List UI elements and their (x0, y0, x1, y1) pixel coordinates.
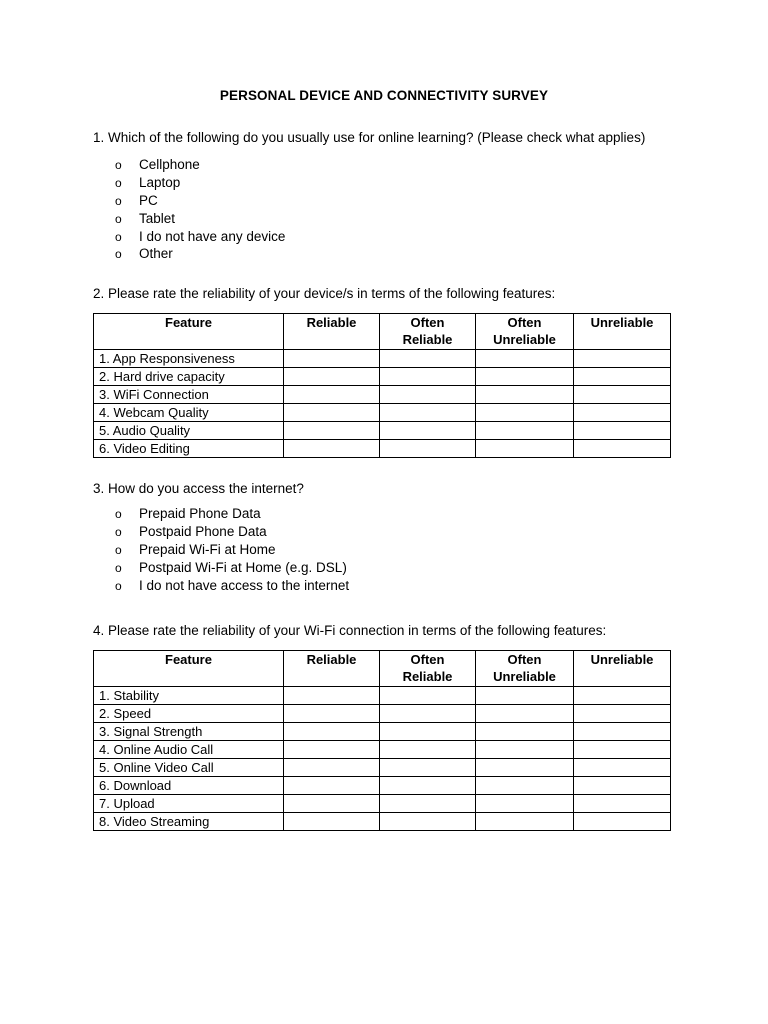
rating-cell-often-unreliable[interactable] (476, 741, 574, 759)
rating-cell-unreliable[interactable] (574, 687, 671, 705)
q1-option-label: Laptop (139, 174, 181, 190)
rating-cell-reliable[interactable] (284, 404, 380, 422)
rating-cell-reliable[interactable] (284, 422, 380, 440)
table-row (94, 368, 671, 386)
feature-cell: 4. Webcam Quality (94, 404, 284, 422)
rating-cell-often-reliable[interactable] (380, 705, 476, 723)
radio-circle-icon: o (115, 175, 122, 190)
feature-cell: 1. App Responsiveness (94, 350, 284, 368)
header-often-unreliable: Often Unreliable (476, 651, 574, 687)
rating-cell-often-unreliable[interactable] (476, 723, 574, 741)
q1-option[interactable] (115, 228, 285, 246)
rating-cell-unreliable[interactable] (574, 723, 671, 741)
rating-cell-reliable[interactable] (284, 723, 380, 741)
q3-option[interactable] (115, 541, 349, 559)
rating-cell-often-unreliable[interactable] (476, 795, 574, 813)
rating-cell-often-reliable[interactable] (380, 759, 476, 777)
q1-option-label: Tablet (139, 210, 176, 226)
rating-cell-often-reliable[interactable] (380, 350, 476, 368)
q3-option[interactable] (115, 523, 349, 541)
table-row (94, 723, 671, 741)
rating-cell-reliable[interactable] (284, 368, 380, 386)
radio-circle-icon: o (115, 211, 122, 226)
device-reliability-table (93, 313, 671, 458)
table-row (94, 386, 671, 404)
radio-circle-icon: o (115, 578, 122, 593)
rating-cell-often-unreliable[interactable] (476, 386, 574, 404)
feature-cell: 2. Hard drive capacity (94, 368, 284, 386)
rating-cell-unreliable[interactable] (574, 777, 671, 795)
q1-option[interactable] (115, 174, 285, 192)
rating-cell-often-reliable[interactable] (380, 440, 476, 458)
rating-cell-often-reliable[interactable] (380, 422, 476, 440)
rating-cell-often-reliable[interactable] (380, 368, 476, 386)
q1-option-label: Cellphone (139, 157, 200, 172)
table-row (94, 440, 671, 458)
feature-cell: 3. WiFi Connection (94, 386, 284, 404)
feature-cell: 2. Speed (94, 705, 284, 723)
rating-cell-reliable[interactable] (284, 777, 380, 795)
rating-cell-unreliable[interactable] (574, 741, 671, 759)
table-row (94, 795, 671, 813)
q3-option-label: Prepaid Wi-Fi at Home (139, 541, 276, 557)
q3-option[interactable] (115, 505, 349, 523)
table-header-row (94, 314, 671, 350)
rating-cell-reliable[interactable] (284, 386, 380, 404)
table-header-row (94, 651, 671, 687)
rating-cell-reliable[interactable] (284, 687, 380, 705)
header-reliable: Reliable (284, 314, 380, 350)
radio-circle-icon: o (115, 560, 122, 575)
survey-title: PERSONAL DEVICE AND CONNECTIVITY SURVEY (219, 88, 549, 103)
feature-cell: 6. Download (94, 777, 284, 795)
table-row (94, 422, 671, 440)
header-often-unreliable: Often Unreliable (476, 314, 574, 350)
q1-option[interactable] (115, 156, 285, 174)
rating-cell-often-reliable[interactable] (380, 777, 476, 795)
rating-cell-often-unreliable[interactable] (476, 705, 574, 723)
radio-circle-icon: o (115, 229, 122, 244)
rating-cell-often-reliable[interactable] (380, 404, 476, 422)
question-2: 2. Please rate the reliability of your device/s in terms of the following features: (93, 286, 556, 301)
q1-option[interactable] (115, 245, 285, 263)
rating-cell-often-reliable[interactable] (380, 687, 476, 705)
table-row (94, 759, 671, 777)
rating-cell-unreliable[interactable] (574, 350, 671, 368)
header-often-reliable: Often Reliable (380, 314, 476, 350)
q1-option[interactable] (115, 192, 285, 210)
rating-cell-often-reliable[interactable] (380, 386, 476, 404)
q3-option-label: Postpaid Phone Data (139, 523, 267, 539)
feature-cell: 1. Stability (94, 687, 284, 705)
rating-cell-unreliable[interactable] (574, 795, 671, 813)
q1-option[interactable] (115, 210, 285, 228)
question-1: 1. Which of the following do you usually use for online learning? (Please check what applies) (93, 130, 646, 145)
q1-options (115, 156, 285, 263)
rating-cell-unreliable[interactable] (574, 404, 671, 422)
feature-cell: 7. Upload (94, 795, 284, 813)
header-unreliable: Unreliable (574, 314, 671, 350)
rating-cell-unreliable[interactable] (574, 705, 671, 723)
table-row (94, 705, 671, 723)
rating-cell-often-unreliable[interactable] (476, 813, 574, 831)
table-row (94, 350, 671, 368)
rating-cell-unreliable[interactable] (574, 386, 671, 404)
q3-option-label: Postpaid Wi-Fi at Home (e.g. DSL) (139, 559, 347, 575)
rating-cell-often-reliable[interactable] (380, 813, 476, 831)
rating-cell-often-reliable[interactable] (380, 795, 476, 813)
feature-cell: 6. Video Editing (94, 440, 284, 458)
q1-option-label: I do not have any device (139, 228, 286, 244)
header-reliable: Reliable (284, 651, 380, 687)
rating-cell-unreliable[interactable] (574, 440, 671, 458)
wifi-reliability-table (93, 650, 671, 831)
q3-option[interactable] (115, 577, 349, 595)
rating-cell-reliable[interactable] (284, 795, 380, 813)
radio-circle-icon: o (115, 507, 122, 521)
rating-cell-reliable[interactable] (284, 759, 380, 777)
header-unreliable: Unreliable (574, 651, 671, 687)
radio-circle-icon: o (115, 524, 122, 539)
radio-circle-icon: o (115, 247, 122, 262)
q3-option[interactable] (115, 559, 349, 577)
feature-cell: 5. Audio Quality (94, 422, 284, 440)
rating-cell-unreliable[interactable] (574, 368, 671, 386)
rating-cell-unreliable[interactable] (574, 422, 671, 440)
rating-cell-often-unreliable[interactable] (476, 422, 574, 440)
header-feature: Feature (94, 651, 284, 687)
rating-cell-often-unreliable[interactable] (476, 777, 574, 795)
radio-circle-icon: o (115, 158, 122, 172)
rating-cell-often-unreliable[interactable] (476, 687, 574, 705)
rating-cell-reliable[interactable] (284, 705, 380, 723)
q1-option-label: PC (139, 192, 158, 208)
q3-options (115, 505, 349, 594)
rating-cell-often-unreliable[interactable] (476, 759, 574, 777)
q3-option-label: I do not have access to the internet (139, 577, 350, 593)
rating-cell-often-unreliable[interactable] (476, 440, 574, 458)
table-row (94, 777, 671, 795)
feature-cell: 5. Online Video Call (94, 759, 284, 777)
question-3: 3. How do you access the internet? (93, 481, 304, 496)
rating-cell-reliable[interactable] (284, 813, 380, 831)
rating-cell-reliable[interactable] (284, 440, 380, 458)
feature-cell: 3. Signal Strength (94, 723, 284, 741)
table-row (94, 404, 671, 422)
radio-circle-icon: o (115, 542, 122, 557)
rating-cell-often-unreliable[interactable] (476, 368, 574, 386)
radio-circle-icon: o (115, 193, 122, 208)
table-row (94, 741, 671, 759)
rating-cell-unreliable[interactable] (574, 759, 671, 777)
rating-cell-often-unreliable[interactable] (476, 350, 574, 368)
rating-cell-often-reliable[interactable] (380, 723, 476, 741)
rating-cell-reliable[interactable] (284, 350, 380, 368)
table-row (94, 687, 671, 705)
rating-cell-often-reliable[interactable] (380, 741, 476, 759)
table-row (94, 813, 671, 831)
header-feature: Feature (94, 314, 284, 350)
rating-cell-reliable[interactable] (284, 741, 380, 759)
rating-cell-unreliable[interactable] (574, 813, 671, 831)
feature-cell: 8. Video Streaming (94, 813, 284, 831)
q1-option-label: Other (139, 246, 173, 262)
rating-cell-often-unreliable[interactable] (476, 404, 574, 422)
q3-option-label: Prepaid Phone Data (139, 506, 261, 521)
question-4: 4. Please rate the reliability of your Wi-Fi connection in terms of the following features: (93, 623, 607, 638)
header-often-reliable: Often Reliable (380, 651, 476, 687)
feature-cell: 4. Online Audio Call (94, 741, 284, 759)
